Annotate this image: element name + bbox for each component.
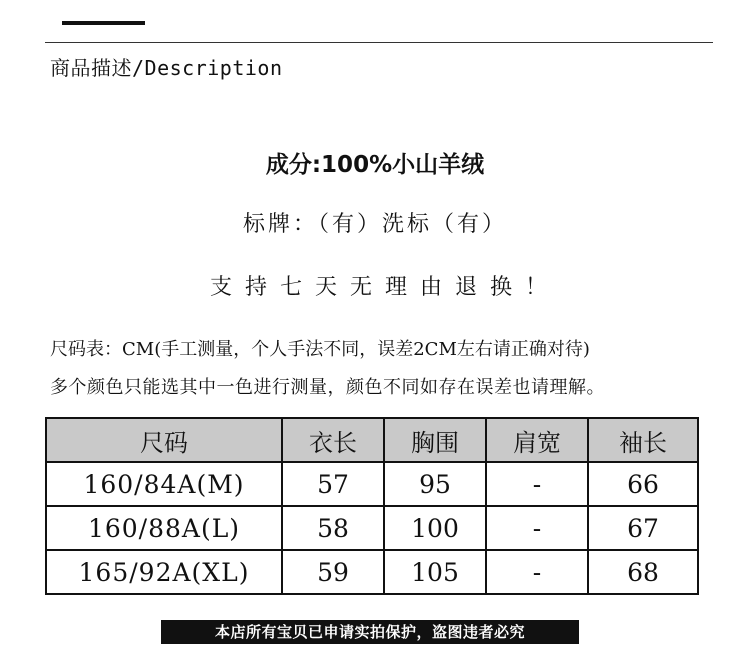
labels-text: 标牌：（有）洗标（有） <box>242 212 507 237</box>
size-table <box>45 417 699 595</box>
table-row <box>46 506 698 550</box>
cell-chest: 105 <box>384 550 486 594</box>
table-row <box>46 550 698 594</box>
color-note: 多个颜色只能选其中一色进行测量，颜色不同如存在误差也请理解。 <box>50 377 605 398</box>
cell-chest: 100 <box>384 506 486 550</box>
header-length: 衣长 <box>282 418 384 462</box>
returns-policy-text: 支持七天无理由退换！ <box>209 275 560 300</box>
composition-text: 成分:100%小山羊绒 <box>265 152 485 178</box>
cell-size: 160/88A(L) <box>46 506 282 550</box>
size-table-header-row <box>46 418 698 462</box>
cell-length: 59 <box>282 550 384 594</box>
measurement-note: 尺码表：CM(手工测量，个人手法不同，误差2CM左右请正确对待) <box>50 339 590 360</box>
cell-sleeve: 66 <box>588 462 698 506</box>
header-sleeve: 袖长 <box>588 418 698 462</box>
cell-sleeve: 67 <box>588 506 698 550</box>
copyright-notice-banner: 本店所有宝贝已申请实拍保护，盗图违者必究 <box>161 620 579 644</box>
cell-shoulder: - <box>486 462 588 506</box>
table-row <box>46 462 698 506</box>
cell-size: 165/92A(XL) <box>46 550 282 594</box>
cell-size: 160/84A(M) <box>46 462 282 506</box>
header-chest: 胸围 <box>384 418 486 462</box>
cell-shoulder: - <box>486 506 588 550</box>
cell-length: 58 <box>282 506 384 550</box>
cell-shoulder: - <box>486 550 588 594</box>
header-divider <box>45 42 713 43</box>
section-heading: 商品描述/Description <box>50 56 283 80</box>
cell-length: 57 <box>282 462 384 506</box>
header-accent-bar <box>62 21 145 25</box>
header-size: 尺码 <box>46 418 282 462</box>
cell-sleeve: 68 <box>588 550 698 594</box>
header-shoulder: 肩宽 <box>486 418 588 462</box>
cell-chest: 95 <box>384 462 486 506</box>
